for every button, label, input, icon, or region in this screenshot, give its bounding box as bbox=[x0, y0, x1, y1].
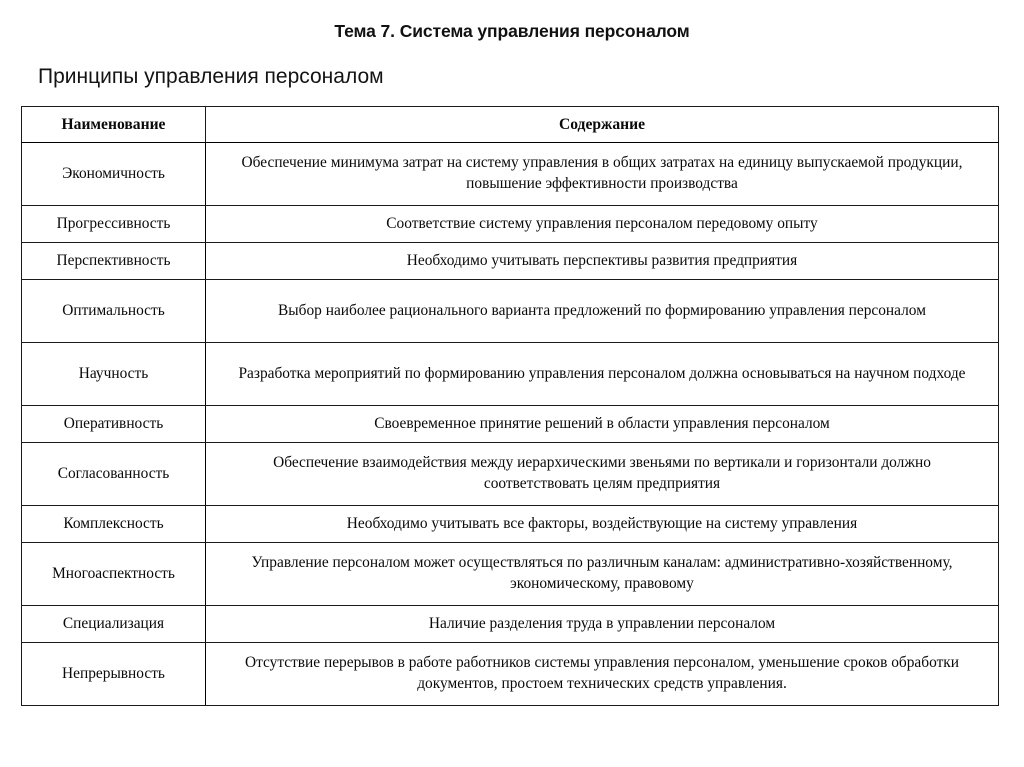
principle-name-cell: Многоаспектность bbox=[22, 543, 206, 606]
principle-content-cell: Обеспечение минимума затрат на систему управления в общих затратах на единицу выпускаемой продукции, повышение эффективности производства bbox=[206, 143, 999, 206]
table-header-row bbox=[22, 107, 999, 143]
column-header-name: Наименование bbox=[22, 107, 206, 143]
page-title: Тема 7. Система управления персоналом bbox=[334, 21, 690, 41]
column-header-content: Содержание bbox=[206, 107, 999, 143]
principle-name-cell: Оперативность bbox=[22, 406, 206, 443]
table-row bbox=[22, 343, 999, 406]
principle-content-cell: Разработка мероприятий по формированию управления персоналом должна основываться на научном подходе bbox=[206, 343, 999, 406]
table-row bbox=[22, 143, 999, 206]
principle-name-cell: Оптимальность bbox=[22, 280, 206, 343]
principle-name-cell: Прогрессивность bbox=[22, 206, 206, 243]
principle-content-cell: Необходимо учитывать перспективы развития предприятия bbox=[206, 243, 999, 280]
table-row bbox=[22, 443, 999, 506]
table-row bbox=[22, 506, 999, 543]
principle-content-cell: Управление персоналом может осуществляться по различным каналам: административно-хозяйственному, экономическому, правовому bbox=[206, 543, 999, 606]
table-row bbox=[22, 243, 999, 280]
principle-content-cell: Наличие разделения труда в управлении персоналом bbox=[206, 606, 999, 643]
principles-table-container bbox=[21, 106, 999, 706]
table-row bbox=[22, 280, 999, 343]
principle-name-cell: Согласованность bbox=[22, 443, 206, 506]
table-row bbox=[22, 543, 999, 606]
principles-table bbox=[21, 106, 999, 706]
table-header bbox=[22, 107, 999, 143]
principle-content-cell: Выбор наиболее рационального варианта предложений по формированию управления персоналом bbox=[206, 280, 999, 343]
principle-content-cell: Необходимо учитывать все факторы, воздействующие на систему управления bbox=[206, 506, 999, 543]
principle-name-cell: Экономичность bbox=[22, 143, 206, 206]
principle-content-cell: Соответствие систему управления персоналом передовому опыту bbox=[206, 206, 999, 243]
principle-name-cell: Комплексность bbox=[22, 506, 206, 543]
principle-name-cell: Перспективность bbox=[22, 243, 206, 280]
table-row bbox=[22, 643, 999, 706]
table-body bbox=[22, 143, 999, 706]
section-heading: Принципы управления персоналом bbox=[38, 65, 384, 89]
principle-content-cell: Обеспечение взаимодействия между иерархическими звеньями по вертикали и горизонтали должно соответствовать целям предприятия bbox=[206, 443, 999, 506]
principle-content-cell: Своевременное принятие решений в области управления персоналом bbox=[206, 406, 999, 443]
principle-name-cell: Специализация bbox=[22, 606, 206, 643]
principle-content-cell: Отсутствие перерывов в работе работников системы управления персоналом, уменьшение сроков обработки документов, простоем технических средств управления. bbox=[206, 643, 999, 706]
principle-name-cell: Научность bbox=[22, 343, 206, 406]
table-row bbox=[22, 206, 999, 243]
table-row bbox=[22, 406, 999, 443]
table-row bbox=[22, 606, 999, 643]
principle-name-cell: Непрерывность bbox=[22, 643, 206, 706]
